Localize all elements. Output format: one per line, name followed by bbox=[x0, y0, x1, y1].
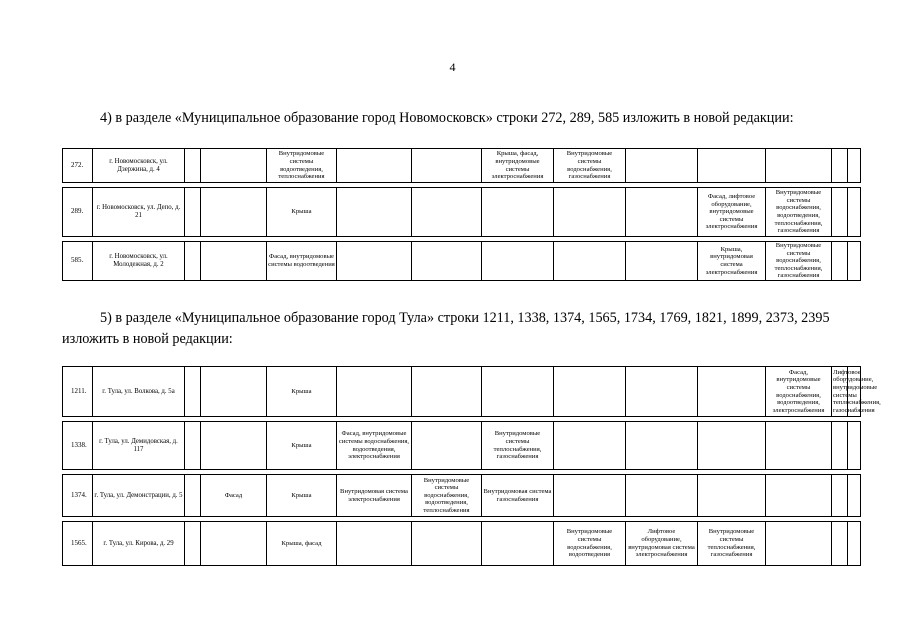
table-cell bbox=[412, 242, 482, 281]
table-cell bbox=[185, 522, 201, 566]
table-cell bbox=[848, 242, 861, 281]
table-cell bbox=[848, 149, 861, 183]
table-row bbox=[63, 522, 861, 566]
table-cell bbox=[698, 475, 766, 517]
section-heading-novomoskovsk bbox=[62, 108, 852, 129]
table-cell bbox=[554, 242, 626, 281]
table-cell bbox=[412, 367, 482, 417]
table-novomoskovsk bbox=[62, 148, 861, 281]
table-cell bbox=[848, 422, 861, 470]
table-cell bbox=[554, 475, 626, 517]
row-address: г. Тула, ул. Демонстрации, д. 5 bbox=[93, 475, 185, 517]
table-cell bbox=[626, 475, 698, 517]
table-cell bbox=[766, 149, 832, 183]
table-cell: Фасад bbox=[201, 475, 267, 517]
table-cell bbox=[482, 367, 554, 417]
table-cell bbox=[766, 522, 832, 566]
table-cell bbox=[201, 242, 267, 281]
row-address: г. Тула, ул. Волкова, д. 5а bbox=[93, 367, 185, 417]
table-cell: Крыша bbox=[267, 422, 337, 470]
table-cell: Крыша bbox=[267, 188, 337, 237]
table-cell bbox=[698, 422, 766, 470]
table-cell bbox=[201, 367, 267, 417]
row-number: 272. bbox=[63, 149, 93, 183]
page-number: 4 bbox=[449, 60, 456, 74]
table-cell bbox=[848, 188, 861, 237]
table-cell bbox=[337, 367, 412, 417]
table-cell bbox=[185, 188, 201, 237]
table-cell bbox=[337, 149, 412, 183]
table-cell bbox=[185, 367, 201, 417]
row-address: г. Новомосковск, ул. Молодежная, д. 2 bbox=[93, 242, 185, 281]
table-cell: Фасад, внутридомовые системы водоснабжения, водоотведения, электроснабжения bbox=[337, 422, 412, 470]
table-cell bbox=[698, 149, 766, 183]
table-cell bbox=[185, 149, 201, 183]
row-number: 1211. bbox=[63, 367, 93, 417]
table-cell: Лифтовое оборудование, внутридомовая система электроснабжения bbox=[626, 522, 698, 566]
table-cell: Крыша, фасад bbox=[267, 522, 337, 566]
table-row bbox=[63, 475, 861, 517]
table-cell bbox=[554, 367, 626, 417]
table-cell bbox=[832, 522, 848, 566]
table-cell bbox=[482, 188, 554, 237]
table-cell bbox=[482, 522, 554, 566]
table-cell: Внутридомовые системы водоснабжения, водоотведения, теплоснабжения bbox=[412, 475, 482, 517]
table-cell bbox=[554, 188, 626, 237]
row-address: г. Тула, ул. Кирова, д. 29 bbox=[93, 522, 185, 566]
table-row bbox=[63, 188, 861, 237]
table-cell: Внутридомовые системы водоснабжения, газоснабжения bbox=[554, 149, 626, 183]
table-cell bbox=[201, 149, 267, 183]
table-cell: Внутридомовая система электроснабжения bbox=[337, 475, 412, 517]
table-cell: Внутридомовые системы теплоснабжения, газоснабжения bbox=[482, 422, 554, 470]
table-cell: Лифтовое оборудование, внутридомовые системы теплоснабжения, газоснабжения bbox=[832, 367, 848, 417]
table-cell bbox=[412, 188, 482, 237]
section-heading-text: 5) в разделе «Муниципальное образование город Тула» строки 1211, 1338, 1374, 1565, 1734, 1769, 1821, 1899, 2373, 2395 изложить в новой редакции: bbox=[62, 310, 830, 347]
table-cell: Фасад, внутридомовые системы водоснабжения, водоотведения, электроснабжения bbox=[766, 367, 832, 417]
section-heading-tula bbox=[62, 308, 852, 350]
table-cell bbox=[412, 422, 482, 470]
table-cell bbox=[626, 367, 698, 417]
table-cell bbox=[626, 149, 698, 183]
row-number: 1374. bbox=[63, 475, 93, 517]
table-cell bbox=[832, 149, 848, 183]
table-cell bbox=[337, 242, 412, 281]
table-cell bbox=[185, 475, 201, 517]
table-cell bbox=[848, 522, 861, 566]
table-cell bbox=[412, 522, 482, 566]
table-cell: Внутридомовые системы водоснабжения, водоотведения bbox=[554, 522, 626, 566]
row-number: 1565. bbox=[63, 522, 93, 566]
table-row bbox=[63, 149, 861, 183]
row-address: г. Новомосковск, ул. Дзержина, д. 4 bbox=[93, 149, 185, 183]
table-cell bbox=[832, 188, 848, 237]
table-cell: Крыша bbox=[267, 367, 337, 417]
table-cell bbox=[698, 367, 766, 417]
table-cell: Внутридомовая система газоснабжения bbox=[482, 475, 554, 517]
table-cell bbox=[185, 242, 201, 281]
table-cell bbox=[766, 422, 832, 470]
table-cell bbox=[482, 242, 554, 281]
table-cell bbox=[201, 188, 267, 237]
table-cell bbox=[848, 475, 861, 517]
table-row bbox=[63, 422, 861, 470]
row-address: г. Тула, ул. Демидовская, д. 117 bbox=[93, 422, 185, 470]
table-cell bbox=[832, 242, 848, 281]
table-cell: Крыша bbox=[267, 475, 337, 517]
table-cell: Внутридомовые системы водоснабжения, водоотведения, теплоснабжения, газоснабжения bbox=[766, 188, 832, 237]
table-cell bbox=[201, 522, 267, 566]
table-cell bbox=[626, 242, 698, 281]
table-cell: Внутридомовые системы водоотведения, теплоснабжения bbox=[267, 149, 337, 183]
table-cell bbox=[337, 522, 412, 566]
table-cell: Фасад, лифтовое оборудование, внутридомовые системы электроснабжения bbox=[698, 188, 766, 237]
table-cell: Крыша, внутридомовая система электроснабжения bbox=[698, 242, 766, 281]
table-cell: Крыша, фасад, внутридомовые системы электроснабжения bbox=[482, 149, 554, 183]
table-cell: Внутридомовые системы водоснабжения, теплоснабжения, газоснабжения bbox=[766, 242, 832, 281]
table-cell bbox=[832, 475, 848, 517]
table-cell bbox=[412, 149, 482, 183]
row-number: 1338. bbox=[63, 422, 93, 470]
table-cell bbox=[201, 422, 267, 470]
row-number: 585. bbox=[63, 242, 93, 281]
row-number: 289. bbox=[63, 188, 93, 237]
table-cell bbox=[337, 188, 412, 237]
table-row bbox=[63, 242, 861, 281]
table-cell: Внутридомовые системы теплоснабжения, газоснабжения bbox=[698, 522, 766, 566]
row-address: г. Новомосковск, ул. Депо, д. 21 bbox=[93, 188, 185, 237]
table-cell bbox=[185, 422, 201, 470]
table-row bbox=[63, 367, 861, 417]
section-heading-text: 4) в разделе «Муниципальное образование город Новомосковск» строки 272, 289, 585 изложить в новой редакции: bbox=[100, 110, 794, 126]
table-cell bbox=[554, 422, 626, 470]
table-cell bbox=[626, 188, 698, 237]
table-cell bbox=[832, 422, 848, 470]
table-cell: Фасад, внутридомовые системы водоотведения bbox=[267, 242, 337, 281]
table-tula bbox=[62, 366, 881, 566]
table-cell bbox=[766, 475, 832, 517]
table-cell bbox=[626, 422, 698, 470]
